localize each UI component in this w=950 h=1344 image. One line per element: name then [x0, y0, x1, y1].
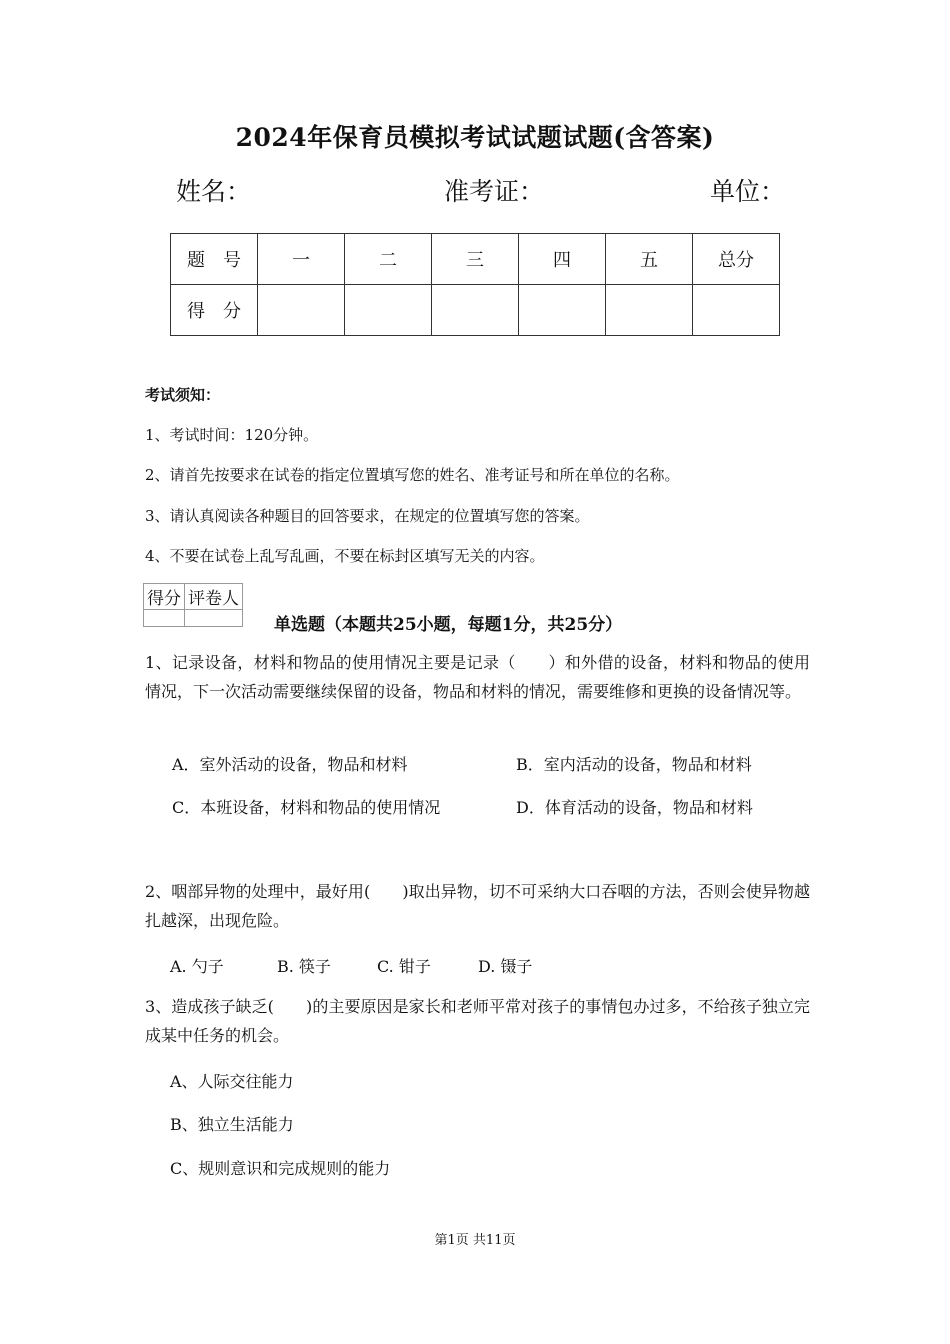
- grader-reviewer-blank: [185, 610, 243, 627]
- score-table-score-row: [171, 285, 780, 336]
- score-blank-cell: [606, 285, 693, 336]
- question-2-option-d: D. 镊子: [478, 957, 533, 976]
- question-2-option-a: A. 勺子: [170, 957, 224, 976]
- unit-label: 单位：: [710, 177, 786, 206]
- question-3-option-b: B、独立生活能力: [170, 1115, 294, 1134]
- exam-number-label: 准考证：: [444, 177, 545, 206]
- score-header-cell: 一: [258, 234, 345, 285]
- score-header-cell: 题 号: [171, 234, 258, 285]
- grader-reviewer-label: 评卷人: [185, 584, 243, 610]
- notice-item: 3、请认真阅读各种题目的回答要求，在规定的位置填写您的答案。: [145, 507, 590, 525]
- question-2-text: 2、咽部异物的处理中，最好用( )取出异物，切不可采纳大口吞咽的方法，否则会使异物越扎越深，出现危险。: [145, 882, 810, 930]
- score-blank-cell: [258, 285, 345, 336]
- notice-item: 1、考试时间：120分钟。: [145, 426, 319, 444]
- page-title: 2024年保育员模拟考试试题试题(含答案): [235, 123, 715, 152]
- grader-box: [143, 583, 243, 627]
- question-3-option-a: A、人际交往能力: [170, 1072, 294, 1091]
- grader-score-label: 得分: [144, 584, 185, 610]
- score-blank-cell: [519, 285, 606, 336]
- score-header-cell: 三: [432, 234, 519, 285]
- score-row-label: 得 分: [171, 285, 258, 336]
- question-1-option-c: C．本班设备，材料和物品的使用情况: [172, 798, 441, 817]
- score-table-header-row: [171, 234, 780, 285]
- question-2-option-b: B. 筷子: [277, 957, 331, 976]
- score-header-cell: 二: [345, 234, 432, 285]
- grader-score-blank: [144, 610, 185, 627]
- question-3-text: 3、造成孩子缺乏( )的主要原因是家长和老师平常对孩子的事情包办过多，不给孩子独立完成某中任务的机会。: [145, 997, 810, 1045]
- question-3-option-c: C、规则意识和完成规则的能力: [170, 1159, 391, 1178]
- question-1-option-d: D．体育活动的设备，物品和材料: [516, 798, 753, 817]
- score-blank-cell: [693, 285, 780, 336]
- page-footer: 第1页 共11页: [434, 1233, 516, 1248]
- score-header-cell: 四: [519, 234, 606, 285]
- notice-item: 4、不要在试卷上乱写乱画，不要在标封区填写无关的内容。: [145, 547, 545, 565]
- score-table: [170, 233, 780, 336]
- section-title: 单选题（本题共25小题，每题1分，共25分）: [274, 615, 623, 635]
- question-2-option-c: C. 钳子: [377, 957, 431, 976]
- score-blank-cell: [345, 285, 432, 336]
- question-1-text: 1、记录设备，材料和物品的使用情况主要是记录（ ）和外借的设备，材料和物品的使用情况，下一次活动需要继续保留的设备，物品和材料的情况，需要维修和更换的设备情况等。: [145, 653, 810, 701]
- name-label: 姓名：: [176, 177, 252, 206]
- score-blank-cell: [432, 285, 519, 336]
- score-header-cell: 五: [606, 234, 693, 285]
- score-header-cell: 总分: [693, 234, 780, 285]
- question-1-option-a: A．室外活动的设备，物品和材料: [172, 755, 408, 774]
- notice-title: 考试须知：: [145, 386, 221, 404]
- question-1-option-b: B．室内活动的设备，物品和材料: [516, 755, 752, 774]
- notice-item: 2、请首先按要求在试卷的指定位置填写您的姓名、准考证号和所在单位的名称。: [145, 466, 680, 484]
